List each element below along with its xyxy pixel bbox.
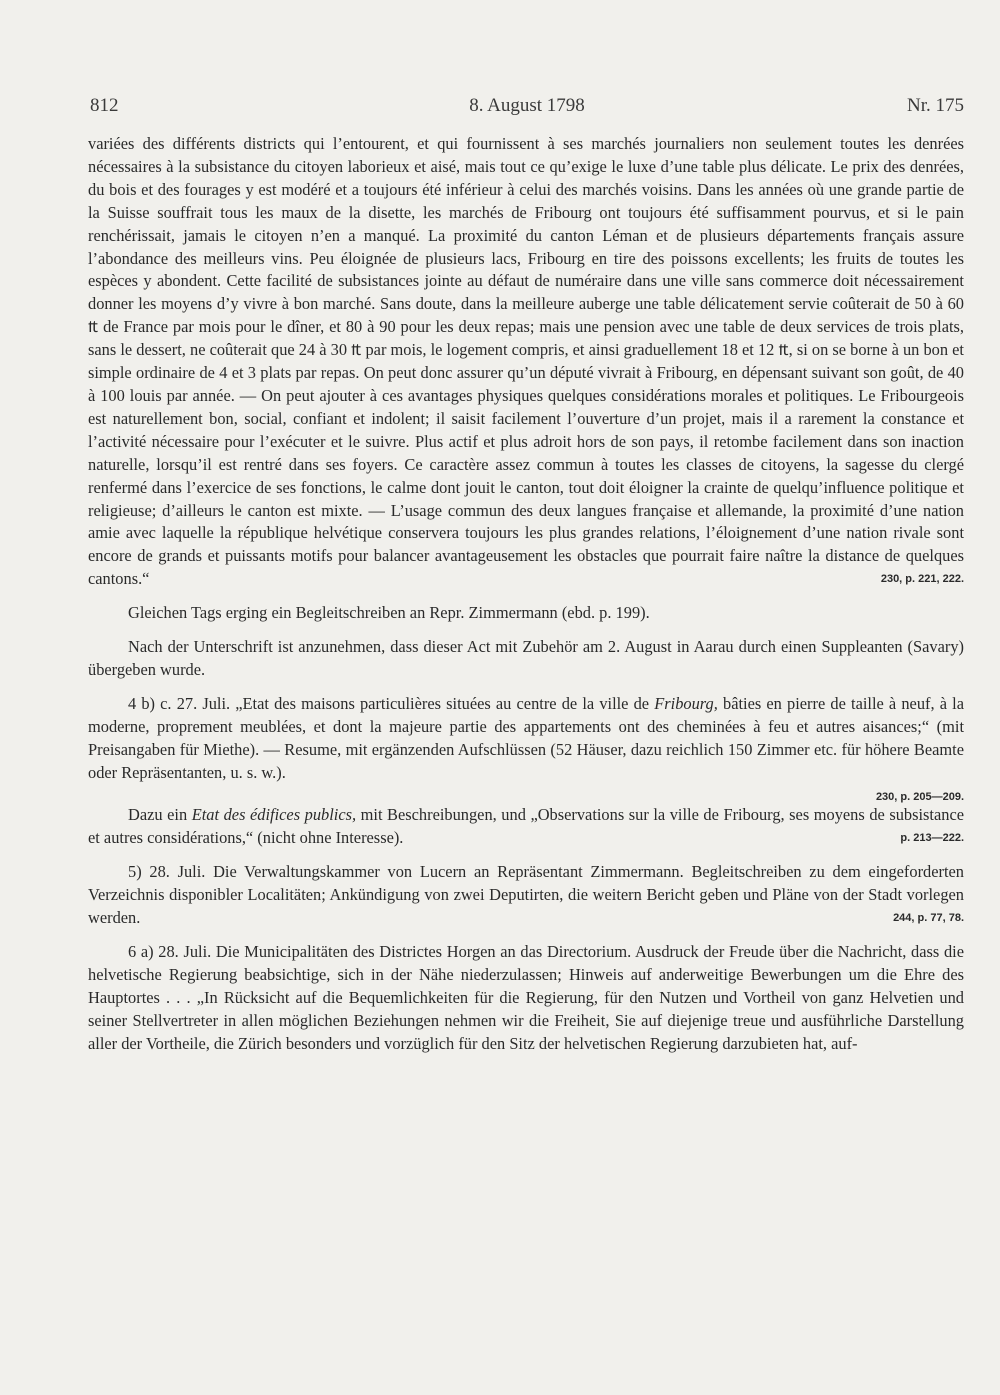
document-number: Nr. 175 bbox=[907, 95, 964, 116]
paragraph-nach: Nach der Unterschrift ist anzunehmen, dass dieser Act mit Zubehör am 2. August in Aarau durch einen Suppleanten (Savary) übergeben wurde. bbox=[88, 637, 964, 679]
paragraph-dazu-prefix: Dazu ein bbox=[128, 805, 192, 825]
header-date: 8. August 1798 bbox=[469, 95, 585, 116]
paragraph-4b-prefix: 4 b) c. 27. Juli. „Etat des maisons particulières situées au centre de la ville de bbox=[128, 693, 655, 713]
source-reference: 244, p. 77, 78. bbox=[893, 912, 964, 925]
paragraph-4b-italic: Fribourg, bbox=[654, 693, 718, 713]
page-header bbox=[90, 95, 964, 121]
paragraph-4b bbox=[88, 693, 964, 785]
paragraph-dazu-italic: Etat des édifices publics, bbox=[191, 805, 357, 825]
french-quote-text: variées des différents districts qui l’entourent, et qui fournissent à ses marchés journaliers non seulement toutes les denrées nécessaires à la subsistance du citoyen laborieux et aisé, mais tout ce qu’exige le luxe d’une table plus délicate. Le prix des denrées, du bois et des fourages y est modéré et a toujours été inférieur à celui des marchés voisins. Dans les années où une grande partie de la Suisse souffrait tous les maux de la disette, les marchés de Fribourg ont toujours été suffisamment pourvus, et si le pain renchérissait, jamais le citoyen n’en a manqué. La proximité du canton Léman et de plusieurs départements français assure l’abondance des meilleurs vins. Peu éloignée de plusieurs lacs, Fribourg en tire des poissons excellents; les fruits de toutes les espèces y abondent. Cette facilité de subsistances jointe au défaut de numéraire dans une ville sans commerce doit nécessairement donner les moyens d’y vivre à bon marché. Sans doute, dans la meilleure auberge une table délicatement servie coûterait de 50 à 60 ₶ de France par mois pour le dîner, et 80 à 90 pour les deux repas; mais une pension avec une table de deux services de trois plats, sans le dessert, ne coûterait que 24 à 30 ₶ par mois, le logement compris, et ainsi graduellement 18 et 12 ₶, si on se borne à un bon et simple ordinaire de 4 et 3 plats par repas. On peut donc assurer qu’un député vivrait à Fribourg, en dépensant suivant son goût, de 40 à 100 louis par année. — On peut ajouter à ces avantages physiques quelques considérations morales et politiques. Le Fribourgeois est naturellement bon, social, confiant et indolent; il saisit facilement l’ouverture d’un projet, mais il a rarement la constance et l’activité nécessaire pour l’exécuter et le suivre. Plus actif et plus adroit hors de son pays, il retombe facilement dans son inaction naturelle, lorsqu’il est rentré dans ses foyers. Ce caractère assez commun à toutes les classes de citoyens, la sagesse du clergé renfermé dans l’exercice de ses fonctions, le calme dont jouit le canton, tout doit éloigner la crainte de quelqu’influence politique et religieuse; d’ailleurs le canton est mixte. — L’usage commun des deux langues française et allemande, la proximité d’une nation amie avec laquelle la république helvétique conservera toujours les plus grandes relations, l’éloignement d’une nation rivale sont encore de grands et puissants motifs pour balancer avantageusement les obstacles que pourrait faire naître la distance de quelques cantons.“ bbox=[88, 134, 964, 589]
source-reference: p. 213—222. bbox=[900, 832, 964, 845]
paragraph-5-text: 5) 28. Juli. Die Verwaltungskammer von Lucern an Repräsentant Zimmermann. Begleitschreiben zu dem eingeforderten Verzeichnis disponibler Localitäten; Ankündigung von zwei Deputirten, die weitern Bericht geben und Pläne von der Stadt vorlegen werden. bbox=[88, 862, 964, 928]
source-reference: 230, p. 205—209. bbox=[875, 791, 964, 804]
paragraph-6a: 6 a) 28. Juli. Die Municipalitäten des Districtes Horgen an das Directorium. Ausdruck der Freude über die Nachricht, dass die helvetische Regierung beabsichtige, sich in der Nähe niederzulassen; Hinweis auf anderweitige Bewerbungen um die Ehre des Hauptortes . . . „In Rücksicht auf die Bequemlichkeiten für die Regierung, für den Nutzen und Vortheil von ganz Helvetien und seiner Stellvertreter in allen möglichen Beziehungen nehmen wir die Freiheit, Sie auf diejenige treue und ausführliche Darstellung aller der Vortheile, die Zürich besonders und vorzüglich für den Sitz der helvetischen Regierung darzubieten hat, auf- bbox=[88, 942, 964, 1053]
paragraph-4b-source-line bbox=[88, 784, 964, 804]
paragraph-dazu-rest: mit Beschreibungen, und „Observations sur la ville de Fribourg, ses moyens de subsistance et autres considérations,“ (nicht ohne Interesse). bbox=[88, 805, 964, 848]
paragraph-4b-rest: bâties en pierre de taille à neuf, à la moderne, proprement meublées, et dont la majeure partie des appartements ont des cheminées à feu et autres aisances;“ (mit Preisangaben für Miethe). — Resume, mit ergänzenden Aufschlüssen (52 Häuser, dazu reichlich 150 Zimmer etc. für höhere Beamte oder Repräsentanten, u. s. w.). bbox=[88, 693, 964, 782]
paragraph-gleichen: Gleichen Tags erging ein Begleitschreiben an Repr. Zimmermann (ebd. p. 199). bbox=[128, 603, 650, 623]
paragraph-5 bbox=[88, 861, 964, 930]
french-quote-paragraph bbox=[88, 133, 964, 591]
source-reference: 230, p. 221, 222. bbox=[880, 573, 964, 586]
page-number: 812 bbox=[90, 95, 119, 116]
body-text bbox=[88, 133, 964, 1056]
paragraph-dazu bbox=[88, 804, 964, 850]
